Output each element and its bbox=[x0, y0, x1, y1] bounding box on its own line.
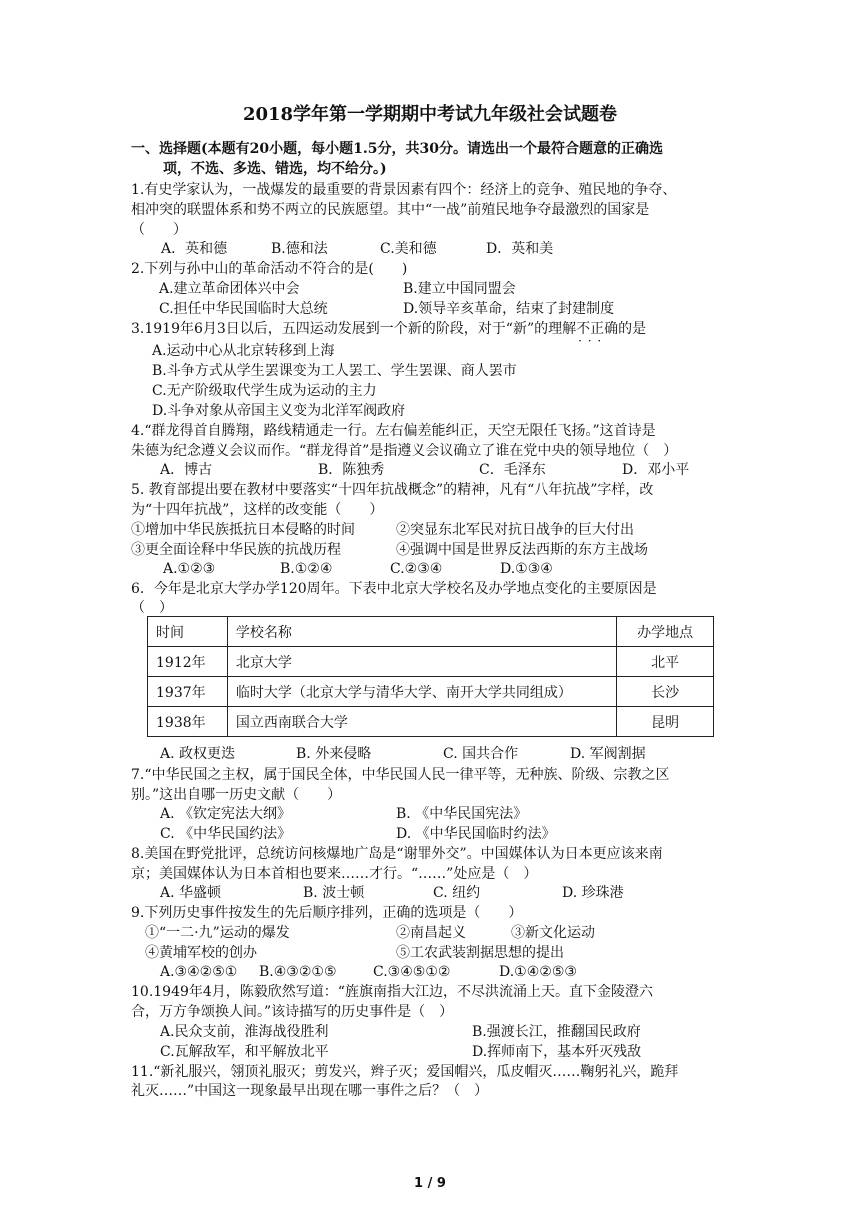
q9-option-b: B.④③②①⑤ bbox=[259, 964, 337, 980]
q8-stem-line1: 8.美国在野党批评，总统访问核爆地广岛是“谢罪外交”。中国媒体认为日本更应该来南 bbox=[131, 846, 663, 862]
section-header-line2: 项，不选、多选、错选，均不给分。) bbox=[163, 161, 387, 177]
q1-option-a: A．英和德 bbox=[161, 241, 228, 257]
q4-option-c: C．毛泽东 bbox=[479, 462, 546, 478]
q10-stem-line2: 合，万方争颂换人间。”该诗描写的历史事件是（ ） bbox=[131, 1004, 454, 1020]
q4-option-d: D．邓小平 bbox=[622, 462, 690, 478]
q9-event-2: ②南昌起义 bbox=[396, 925, 466, 941]
table-row bbox=[148, 647, 714, 677]
q9-option-d: D.①④②⑤③ bbox=[499, 964, 577, 980]
q8-stem-line2: 京；美国媒体认为日本首相也要来……才行。“……”处应是（ ） bbox=[131, 866, 538, 882]
q6-option-d: D. 军阀割据 bbox=[570, 746, 646, 762]
q3-option-c: C.无产阶级取代学生成为运动的主力 bbox=[152, 383, 377, 399]
q4-stem-line2: 朱德为纪念遵义会议而作。“群龙得首”是指遵义会议确立了谁在党中央的领导地位（ ） bbox=[131, 443, 678, 459]
q1-stem-line3: （ ） bbox=[131, 222, 187, 238]
table-cell: 1938年 bbox=[148, 707, 228, 737]
q8-option-d: D. 珍珠港 bbox=[562, 885, 624, 901]
table-cell: 国立西南联合大学 bbox=[227, 707, 616, 737]
q9-stem: 9.下列历史事件按发生的先后顺序排列，正确的选项是（ ） bbox=[131, 905, 523, 921]
q3-stem-part3: 的是 bbox=[618, 321, 647, 337]
q5-option-c: C.②③④ bbox=[390, 561, 443, 577]
q2-option-c: C.担任中华民国临时大总统 bbox=[159, 301, 328, 317]
q2-option-d: D.领导辛亥革命，结束了封建制度 bbox=[403, 301, 615, 317]
q4-option-b: B．陈独秀 bbox=[318, 462, 385, 478]
q3-stem-emphasis: 不正确 · · · bbox=[576, 321, 618, 337]
q3-stem-part1: 3.1919年6月3日以后，五四运动发展到一个新的阶段，对于“新”的理解 bbox=[131, 321, 577, 337]
table-header-cell: 办学地点 bbox=[617, 617, 714, 647]
q10-option-d: D.挥师南下，基本歼灭残敌 bbox=[472, 1044, 642, 1060]
q1-option-c: C.美和德 bbox=[380, 241, 437, 257]
q4-stem-line1: 4.“群龙得首自腾翔，路线精通走一行。左右偏差能纠正，天空无限任飞扬。”这首诗是 bbox=[131, 423, 656, 439]
q10-option-a: A.民众支前，淮海战役胜利 bbox=[160, 1024, 329, 1040]
table-header-cell: 学校名称 bbox=[227, 617, 616, 647]
q7-option-a: A. 《钦定宪法大纲》 bbox=[160, 806, 292, 822]
q7-option-c: C. 《中华民国约法》 bbox=[160, 826, 292, 842]
table-cell: 北平 bbox=[617, 647, 714, 677]
q6-option-c: C. 国共合作 bbox=[443, 746, 519, 762]
table-header-row bbox=[148, 617, 714, 647]
q3-option-b: B.斗争方式从学生罢课变为工人罢工、学生罢课、商人罢市 bbox=[152, 363, 517, 379]
q5-statement-4: ④强调中国是世界反法西斯的东方主战场 bbox=[396, 542, 648, 558]
q5-option-a: A.①②③ bbox=[163, 561, 216, 577]
q5-option-b: B.①②④ bbox=[280, 561, 333, 577]
q3-option-d: D.斗争对象从帝国主义变为北洋军阀政府 bbox=[152, 403, 406, 419]
q7-stem-line2: 别。”这出自哪一历史文献（ ） bbox=[131, 787, 342, 803]
q5-statement-2: ②突显东北军民对抗日战争的巨大付出 bbox=[396, 522, 634, 538]
q9-option-c: C.③④⑤①② bbox=[373, 964, 451, 980]
table-cell: 1912年 bbox=[148, 647, 228, 677]
q9-option-a: A.③④②⑤① bbox=[160, 964, 238, 980]
q7-stem-line1: 7.“中华民国之主权，属于国民全体，中华民国人民一律平等，无种族、阶级、宗教之区 bbox=[131, 767, 670, 783]
q10-option-c: C.瓦解敌军，和平解放北平 bbox=[160, 1044, 329, 1060]
section-header-line1: 一、选择题(本题有20小题，每小题1.5分，共30分。请选出一个最符合题意的正确选 bbox=[131, 141, 663, 157]
table-cell: 临时大学（北京大学与清华大学、南开大学共同组成） bbox=[227, 677, 616, 707]
q7-option-d: D. 《中华民国临时约法》 bbox=[396, 826, 556, 842]
q10-stem-line1: 10.1949年4月，陈毅欣然写道：“旌旗南指大江边，不尽洪流涌上天。直下金陵澄六 bbox=[131, 984, 653, 1000]
q6-option-b: B. 外来侵略 bbox=[296, 746, 372, 762]
q11-stem-line1: 11.“新礼服兴，翎顶礼服灭；剪发兴，辫子灭；爱国帽兴，瓜皮帽灭……鞠躬礼兴，跪拜 bbox=[131, 1064, 679, 1080]
table-cell: 北京大学 bbox=[227, 647, 616, 677]
q5-statement-3: ③更全面诠释中华民族的抗战历程 bbox=[131, 542, 341, 558]
q1-option-d: D．英和美 bbox=[486, 241, 554, 257]
q5-statement-1: ①增加中华民族抵抗日本侵略的时间 bbox=[131, 522, 355, 538]
q4-option-a: A．博古 bbox=[160, 462, 213, 478]
q10-option-b: B.强渡长江，推翻国民政府 bbox=[472, 1024, 641, 1040]
page-number: 1 / 9 bbox=[414, 1176, 446, 1191]
q9-event-1: ①“一二·九”运动的爆发 bbox=[145, 925, 290, 941]
q9-event-4: ④黄埔军校的创办 bbox=[145, 945, 257, 961]
q1-stem-line2: 相冲突的联盟体系和势不两立的民族愿望。其中“一战”前殖民地争夺最激烈的国家是 bbox=[131, 202, 650, 218]
q2-option-a: A.建立革命团体兴中会 bbox=[159, 281, 300, 297]
q5-option-d: D.①③④ bbox=[500, 561, 553, 577]
q2-option-b: B.建立中国同盟会 bbox=[403, 281, 516, 297]
q6-stem-line1: 6．今年是北京大学办学120周年。下表中北京大学校名及办学地点变化的主要原因是 bbox=[131, 581, 657, 597]
q8-option-c: C. 纽约 bbox=[433, 885, 481, 901]
q3-option-a: A.运动中心从北京转移到上海 bbox=[152, 343, 335, 359]
q7-option-b: B. 《中华民国宪法》 bbox=[396, 806, 528, 822]
table-row bbox=[148, 677, 714, 707]
q8-option-a: A. 华盛顿 bbox=[160, 885, 222, 901]
exam-title: 2018学年第一学期期中考试九年级社会试题卷 bbox=[242, 104, 618, 125]
q5-stem-line1: 5. 教育部提出要在教材中要落实“十四年抗战概念”的精神，凡有“八年抗战”字样，改 bbox=[131, 482, 654, 498]
q8-option-b: B. 波士顿 bbox=[303, 885, 365, 901]
q9-event-5: ⑤工农武装割据思想的提出 bbox=[396, 945, 564, 961]
q3-stem bbox=[131, 319, 646, 339]
q1-stem-line1: 1.有史学家认为，一战爆发的最重要的背景因素有四个：经济上的竞争、殖民地的争夺、 bbox=[131, 182, 677, 198]
q6-option-a: A. 政权更迭 bbox=[160, 746, 236, 762]
q1-option-b: B.德和法 bbox=[271, 241, 328, 257]
q11-stem-line2: 礼灭……”中国这一现象最早出现在哪一事件之后？（ ） bbox=[131, 1083, 489, 1099]
table-header-cell: 时间 bbox=[148, 617, 228, 647]
table-cell: 昆明 bbox=[617, 707, 714, 737]
table-row bbox=[148, 707, 714, 737]
q9-event-3: ③新文化运动 bbox=[511, 925, 595, 941]
table-cell: 1937年 bbox=[148, 677, 228, 707]
q5-stem-line2: 为“十四年抗战”，这样的改变能（ ） bbox=[131, 502, 384, 518]
q6-stem-line2: （ ） bbox=[131, 600, 173, 616]
table-cell: 长沙 bbox=[617, 677, 714, 707]
q6-table bbox=[147, 616, 714, 737]
q2-stem: 2.下列与孙中山的革命活动不符合的是( ) bbox=[131, 261, 408, 277]
